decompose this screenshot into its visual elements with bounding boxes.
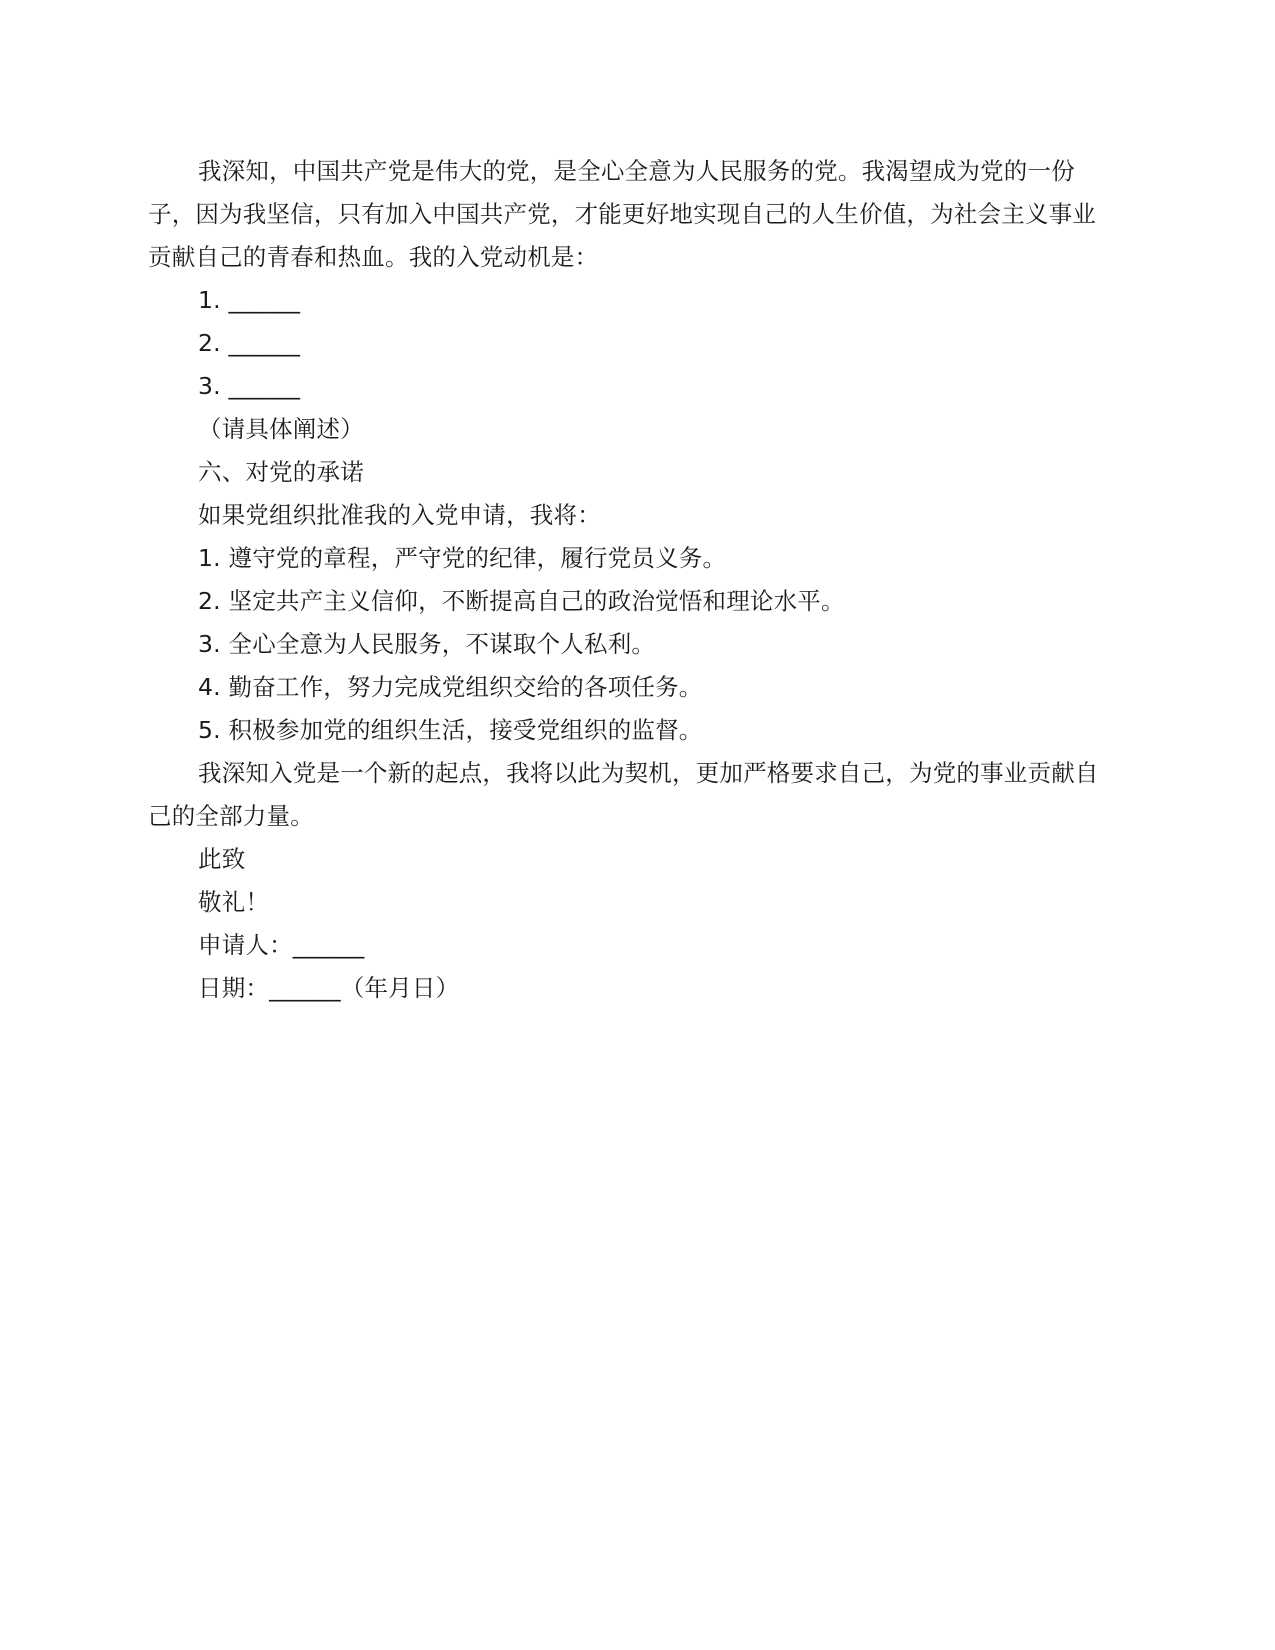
commitment-intro: 如果党组织批准我的入党申请，我将：: [198, 501, 601, 529]
closing-paragraph: 我深知入党是一个新的起点，我将以此为契机，更加严格要求自己，为党的事业贡献自己的全部力量。: [148, 759, 1099, 830]
commitment-item-4: 4. 勤奋工作，努力完成党组织交给的各项任务。: [198, 673, 703, 701]
elaborate-note: （请具体阐述）: [198, 415, 364, 443]
motivation-item-1: 1. ______: [198, 286, 301, 314]
motivation-item-3: 3. ______: [198, 372, 301, 400]
commitment-item-5: 5. 积极参加党的组织生活，接受党组织的监督。: [198, 716, 703, 744]
paragraph-motivation-intro: 我深知，中国共产党是伟大的党，是全心全意为人民服务的党。我渴望成为党的一份子，因为我坚信，只有加入中国共产党，才能更好地实现自己的人生价值，为社会主义事业贡献自己的青春和热血。我的入党动机是：: [148, 157, 1096, 271]
commitment-item-2: 2. 坚定共产主义信仰，不断提高自己的政治觉悟和理论水平。: [198, 587, 845, 615]
motivation-item-2: 2. ______: [198, 329, 301, 357]
date-line: 日期：______（年月日）: [198, 974, 460, 1002]
commitment-item-1: 1. 遵守党的章程，严守党的纪律，履行党员义务。: [198, 544, 727, 572]
salutation-cizhi: 此致: [198, 845, 246, 873]
section-heading-commitment: 六、对党的承诺: [198, 458, 364, 486]
commitment-item-3: 3. 全心全意为人民服务，不谋取个人私利。: [198, 630, 656, 658]
document-body: [148, 150, 1118, 1010]
salutation-jingli: 敬礼！: [198, 888, 270, 916]
applicant-line: 申请人：______: [198, 931, 365, 959]
